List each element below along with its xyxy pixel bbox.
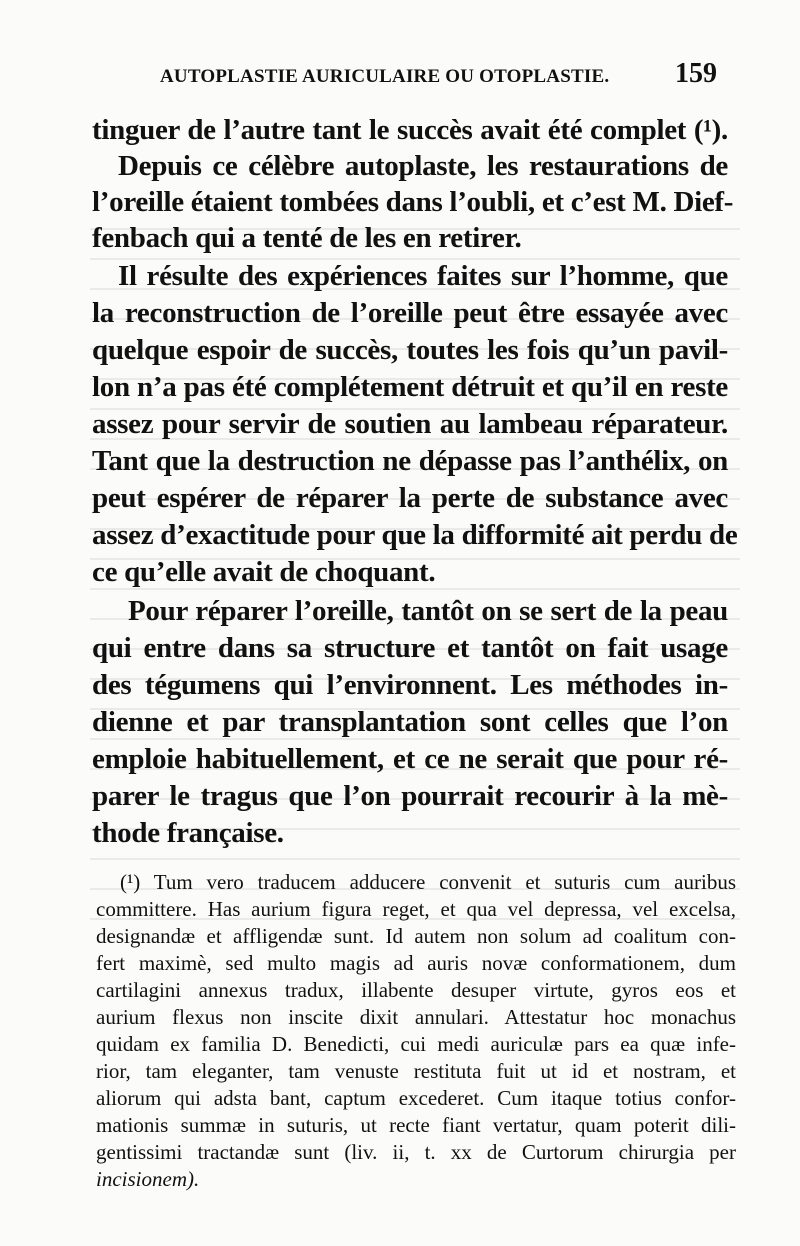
body-line: Depuis ce célèbre autoplaste, les restaurations de <box>118 150 728 182</box>
footnote-line: quidam ex familia D. Benedicti, cui medi auriculæ pars ea quæ infe- <box>96 1032 736 1056</box>
footnote-line: gentissimi tractandæ sunt (liv. ii, t. xx de Curtorum chirurgia per <box>96 1140 736 1164</box>
footnote-line: cartilagini annexus tradux, illabente desuper virtute, gyros eos et <box>96 978 736 1002</box>
body-line: ce qu’elle avait de choquant. <box>92 556 436 588</box>
body-line: emploie habituellement, et ce ne serait que pour ré- <box>92 743 728 775</box>
body-line: tinguer de l’autre tant le succès avait été complet (¹). <box>92 114 728 146</box>
body-line: thode française. <box>92 817 284 849</box>
body-line: des tégumens qui l’environnent. Les méthodes in- <box>92 669 728 701</box>
body-line: peut espérer de réparer la perte de substance avec <box>92 482 728 514</box>
body-line: quelque espoir de succès, toutes les fois qu’un pavil- <box>92 334 728 366</box>
body-line: la reconstruction de l’oreille peut être essayée avec <box>92 297 728 329</box>
footnote-line: committere. Has aurium figura reget, et qua vel depressa, vel excelsa, <box>96 897 736 921</box>
footnote-line: mationis summæ in suturis, ut recte fiant vertatur, quam poterit dili- <box>96 1113 736 1137</box>
footnote-line: fert maximè, sed multo magis ad auris novæ conformationem, dum <box>96 951 736 975</box>
footnote-line: incisionem). <box>96 1167 200 1191</box>
body-line: assez pour servir de soutien au lambeau réparateur. <box>92 408 728 440</box>
running-title: AUTOPLASTIE AURICULAIRE OU OTOPLASTIE. <box>160 66 610 87</box>
body-line: lon n’a pas été complétement détruit et qu’il en reste <box>92 371 728 403</box>
body-line: Pour réparer l’oreille, tantôt on se sert de la peau <box>128 595 728 627</box>
body-line: Il résulte des expériences faites sur l’homme, que <box>118 260 728 292</box>
body-line: qui entre dans sa structure et tantôt on fait usage <box>92 632 728 664</box>
body-line: assez d’exactitude pour que la difformité ait perdu de <box>92 519 738 551</box>
footnote-line: (¹) Tum vero traducem adducere convenit et suturis cum auribus <box>120 870 736 894</box>
body-line: dienne et par transplantation sont celles que l’on <box>92 706 728 738</box>
body-line: parer le tragus que l’on pourrait recourir à la mè- <box>92 780 728 812</box>
footnote-line: rior, tam eleganter, tam venuste restituta fuit ut id et nostram, et <box>96 1059 736 1083</box>
body-line: Tant que la destruction ne dépasse pas l’anthélix, on <box>92 445 728 477</box>
page-number: 159 <box>675 58 717 89</box>
footnote-line: aurium flexus non inscite dixit annulari. Attestatur hoc monachus <box>96 1005 736 1029</box>
body-line: fenbach qui a tenté de les en retirer. <box>92 222 522 254</box>
footnote-line: designandæ et affligendæ sunt. Id autem non solum ad coalitum con- <box>96 924 736 948</box>
footnote-line: aliorum qui adsta bant, captum excederet. Cum itaque totius confor- <box>96 1086 736 1110</box>
running-header <box>0 58 800 94</box>
body-line: l’oreille étaient tombées dans l’oubli, et c’est M. Dief- <box>92 186 734 218</box>
